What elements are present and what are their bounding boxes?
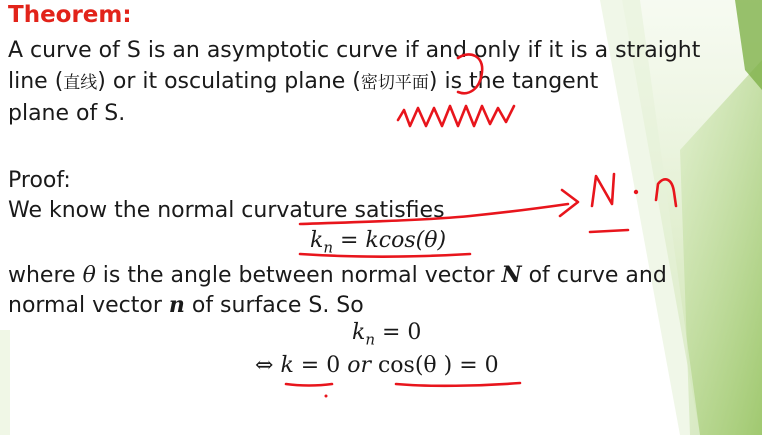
where-line-2: [8, 292, 364, 319]
where-line-1: [8, 262, 667, 289]
eq2-k: k: [352, 320, 366, 345]
chinese-term-osculating-plane: 密切平面: [360, 73, 429, 93]
theorem-line-2-part-b: ) or it osculating plane (: [97, 69, 361, 94]
where-line-1-c: of curve and: [521, 263, 667, 288]
theorem-line-2-part-a: line (: [8, 69, 64, 94]
equation-kn-zero: [352, 320, 421, 348]
proof-label: Proof:: [8, 168, 71, 193]
chinese-term-straight-line: 直线: [63, 73, 98, 93]
where-line-1-b: is the angle between normal vector: [95, 263, 502, 288]
theorem-line-1: A curve of S is an asymptotic curve if and only if it is a straight: [8, 38, 701, 63]
eq1-k: k: [310, 228, 324, 253]
theorem-line-3: plane of S.: [8, 101, 126, 126]
eq2-rhs: = 0: [375, 320, 422, 345]
where-line-1-a: where: [8, 263, 83, 288]
eq3-arrow: ⇔: [255, 353, 281, 378]
eq1-rhs: = kcos(θ): [333, 228, 447, 253]
where-N: N: [501, 262, 522, 288]
eq3-k: k: [280, 353, 294, 378]
theorem-line-2-part-c: ) is the tangent: [428, 69, 599, 94]
theorem-title: Theorem:: [8, 2, 132, 28]
eq2-sub: n: [365, 330, 376, 349]
where-theta: θ: [82, 263, 96, 288]
where-line-2-b: of surface S. So: [184, 293, 364, 318]
proof-line-1: We know the normal curvature satisfies: [8, 198, 445, 223]
where-n: n: [168, 292, 185, 318]
where-line-2-a: normal vector: [8, 293, 169, 318]
theorem-line-2: [8, 69, 598, 96]
eq3-cos: cos(θ ) = 0: [370, 353, 499, 378]
eq3-or: or: [347, 353, 371, 378]
eq1-sub: n: [323, 238, 334, 257]
equation-normal-curvature: [310, 228, 446, 256]
eq3-eq: = 0: [293, 353, 348, 378]
equation-equivalence: [255, 353, 499, 378]
